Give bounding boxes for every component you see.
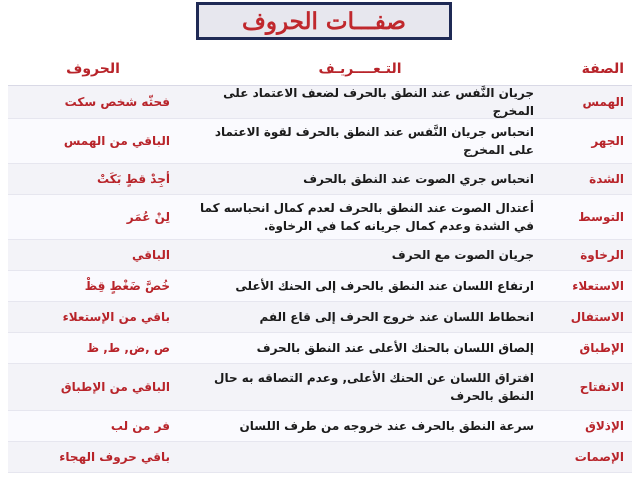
- table-row: [8, 271, 632, 302]
- header-attribute: الصفة: [581, 61, 624, 77]
- title-box: [196, 2, 452, 40]
- attribute-name: الجهر: [591, 134, 624, 148]
- attribute-definition: إلصاق اللسان بالحنك الأعلى عند النطق بالحرف: [256, 341, 534, 355]
- table-row: [8, 442, 632, 473]
- attribute-letters: فحثّه شخص سكت: [64, 95, 170, 109]
- table-row: [8, 240, 632, 271]
- table-row: [8, 302, 632, 333]
- attribute-definition: سرعة النطق بالحرف عند خروجه من طرف اللسان: [239, 419, 534, 433]
- attribute-definition: افتراق اللسان عن الحنك الأعلى, وعدم التصاقه به حال النطق بالحرف: [214, 371, 534, 403]
- table-row: [8, 364, 632, 411]
- attribute-name: الإذلاق: [585, 419, 624, 433]
- attribute-definition: ارتفاع اللسان عند النطق بالحرف إلى الحنك الأعلى: [235, 279, 534, 293]
- attribute-letters: ص ,ض, ط, ظ: [86, 341, 170, 355]
- attribute-name: التوسط: [578, 210, 624, 224]
- table-row: [8, 119, 632, 164]
- attribute-letters: باقي حروف الهجاء: [59, 450, 170, 464]
- table-body: [8, 86, 632, 473]
- attribute-letters: أجِدْ قطٍ بَكَتْ: [97, 172, 170, 186]
- attribute-definition: انحباس جريان النَّفس عند النطق بالحرف لقوة الاعتماد على المخرج: [214, 125, 534, 157]
- attribute-letters: الباقي من الهمس: [63, 134, 170, 148]
- attribute-letters: لِنْ عُمَر: [126, 210, 170, 224]
- attributes-table: [8, 53, 632, 473]
- table-row: [8, 164, 632, 195]
- table-row: [8, 86, 632, 119]
- attribute-letters: باقي من الإستعلاء: [62, 310, 170, 324]
- table-header: [8, 53, 632, 86]
- attribute-letters: الباقي: [131, 248, 170, 262]
- attribute-name: الشدة: [589, 172, 624, 186]
- attribute-letters: فر من لب: [110, 419, 170, 433]
- attribute-name: الاستعلاء: [572, 279, 624, 293]
- attribute-name: الرخاوة: [580, 248, 624, 262]
- table-row: [8, 195, 632, 240]
- attribute-letters: الباقي من الإطباق: [60, 380, 170, 394]
- attribute-definition: انحباس جري الصوت عند النطق بالحرف: [303, 172, 534, 186]
- attribute-name: الانفتاح: [579, 380, 624, 394]
- header-letters: الحروف: [66, 61, 120, 77]
- attribute-name: الهمس: [582, 95, 624, 109]
- attribute-definition: أعتدال الصوت عند النطق بالحرف لعدم كمال انحباسه كما في الشدة وعدم كمال جريانه كما في الرخاوة.: [200, 201, 534, 233]
- header-definition: التـعــــريـف: [318, 61, 402, 77]
- attribute-letters: خُصَّ ضَغْطٍ قِظْ: [84, 279, 170, 293]
- table-row: [8, 411, 632, 442]
- attribute-name: الإطباق: [579, 341, 624, 355]
- attribute-definition: انحطاط اللسان عند خروج الحرف إلى قاع الفم: [259, 310, 534, 324]
- page-title: صفـــات الحروف: [242, 7, 406, 35]
- attribute-name: الاستفال: [570, 310, 624, 324]
- attribute-name: الإصمات: [574, 450, 624, 464]
- attribute-definition: جريان النَّفس عند النطق بالحرف لضعف الاعتماد على المخرج: [223, 86, 534, 118]
- table-row: [8, 333, 632, 364]
- attribute-definition: جريان الصوت مع الحرف: [391, 248, 534, 262]
